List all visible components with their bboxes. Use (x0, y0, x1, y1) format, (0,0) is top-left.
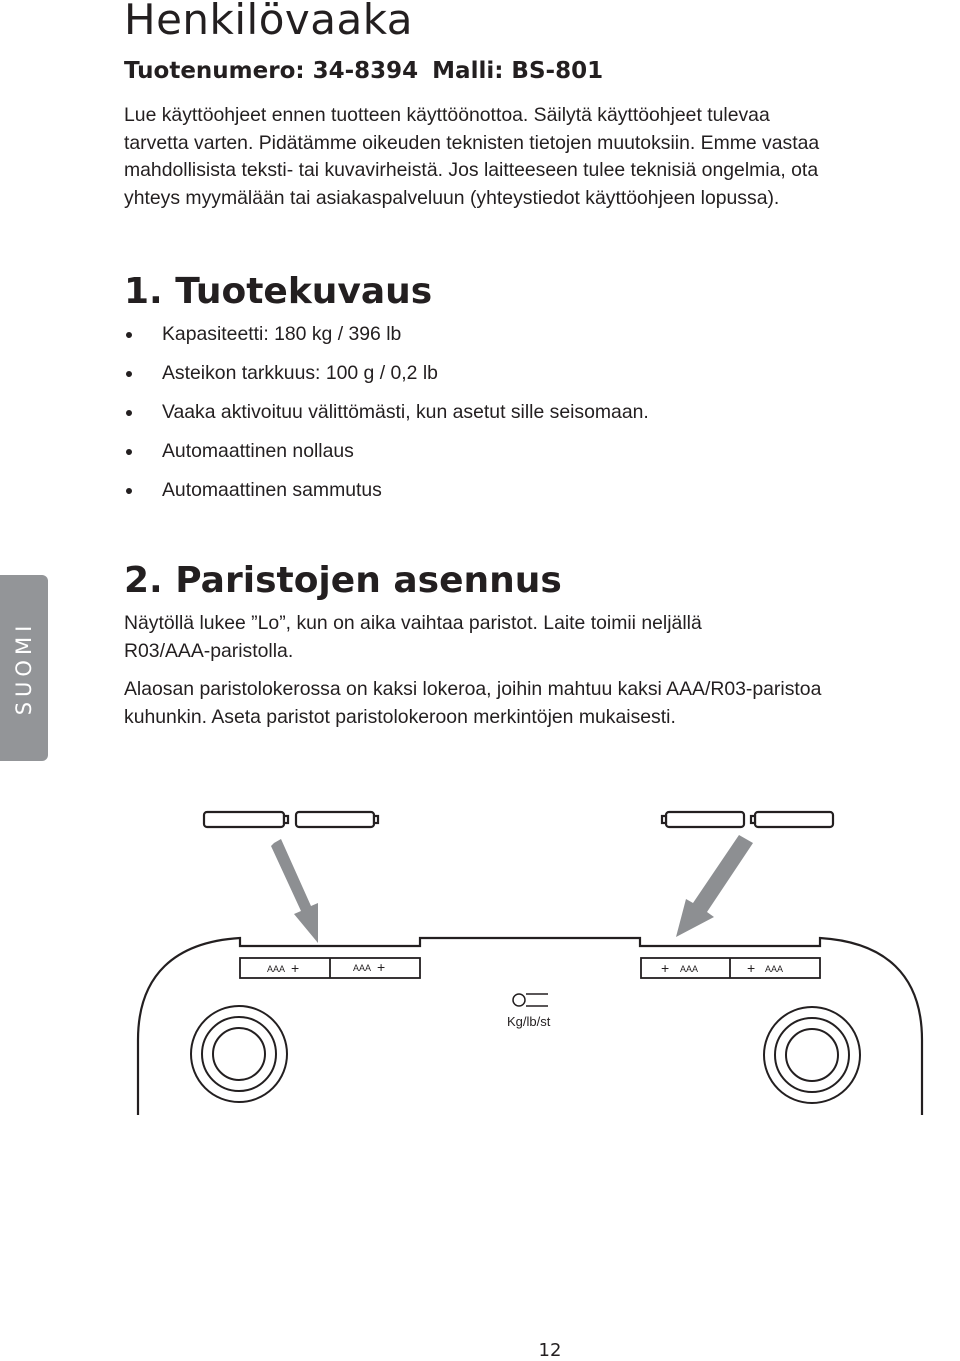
intro-line: tarvetta varten. Pidätämme oikeuden teknisten tietojen muutoksiin. Emme vastaa (124, 131, 820, 154)
battery-polarity-label: AAA (353, 963, 372, 973)
plus-icon: + (291, 960, 300, 976)
foot-left (191, 1006, 287, 1102)
paragraph-line: Näytöllä lukee ”Lo”, kun on aika vaihtaa paristot. Laite toimii neljällä (124, 612, 702, 634)
page-title: Henkilövaaka (124, 0, 414, 44)
battery-polarity-label: AAA (680, 964, 699, 974)
arrow-down-left-icon (676, 835, 753, 937)
battery-icon (296, 812, 378, 827)
intro-paragraph (124, 102, 954, 212)
battery-compartment-diagram (0, 790, 960, 1130)
paragraph-line: Alaosan paristolokerossa on kaksi lokeroa, joihin mahtuu kaksi AAA/R03-paristoa (124, 678, 822, 700)
battery-instructions-paragraph (124, 676, 960, 731)
unit-switch-label: Kg/lb/st (507, 1014, 551, 1029)
intro-line: mahdollisista teksti- tai kuvavirheistä. Jos laitteeseen tulee teknisiä ongelmia, ota (124, 159, 819, 182)
battery-icon (751, 812, 833, 827)
battery-polarity-label: AAA (765, 964, 784, 974)
language-tab (0, 575, 48, 761)
intro-line: yhteys myymälään tai asiakaspalveluun (yhteystiedot käyttöohjeen lopussa). (124, 186, 780, 209)
feature-list (124, 316, 649, 511)
battery-polarity-label: AAA (267, 964, 286, 974)
feature-item: Vaaka aktivoituu välittömästi, kun asetut sille seisomaan. (124, 394, 649, 433)
product-number: Tuotenumero: 34-8394 (124, 58, 419, 84)
language-tab-label: SUOMI (12, 620, 36, 716)
section-heading-battery-installation: 2. Paristojen asennus (124, 560, 562, 601)
product-subtitle (124, 56, 603, 86)
paragraph-line: kuhunkin. Aseta paristot paristolokeroon merkintöjen mukaisesti. (124, 705, 676, 728)
plus-icon: + (747, 960, 756, 976)
unit-switch-icon (513, 994, 548, 1006)
page-number: 12 (538, 1340, 562, 1361)
arrow-down-right-icon (271, 839, 318, 943)
feature-item: Kapasiteetti: 180 kg / 396 lb (124, 316, 649, 355)
battery-icon (204, 812, 288, 827)
model-number: Malli: BS-801 (432, 58, 604, 84)
plus-icon: + (377, 959, 386, 975)
paragraph-line: R03/AAA-paristolla. (124, 639, 294, 662)
section-heading-product-description: 1. Tuotekuvaus (124, 271, 433, 312)
intro-line: Lue käyttöohjeet ennen tuotteen käyttöönottoa. Säilytä käyttöohjeet tulevaa (124, 104, 770, 126)
foot-right (764, 1007, 860, 1103)
battery-info-paragraph (124, 610, 960, 665)
feature-item: Automaattinen nollaus (124, 433, 649, 472)
plus-icon: + (661, 960, 670, 976)
feature-item: Automaattinen sammutus (124, 472, 649, 511)
feature-item: Asteikon tarkkuus: 100 g / 0,2 lb (124, 355, 649, 394)
battery-icon (662, 812, 744, 827)
